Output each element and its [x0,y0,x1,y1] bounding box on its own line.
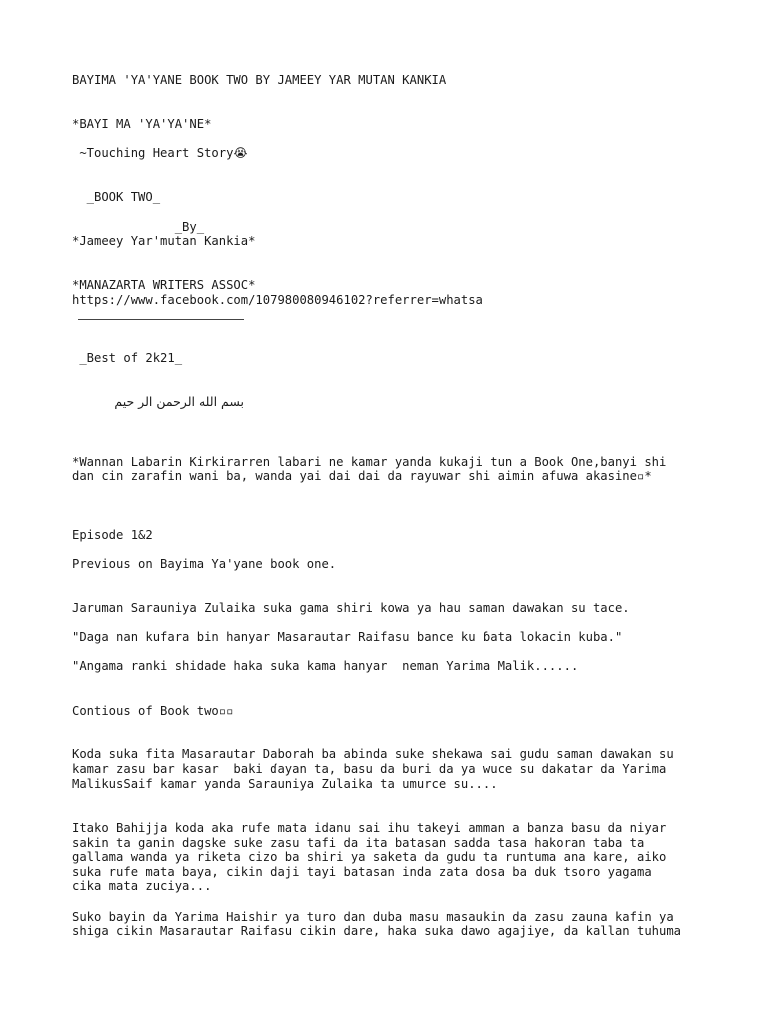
paragraph-line: suka rufe mata baya, cikin daji tayi batasan inda zata dosa ba duk tsoro yagama [72,865,652,879]
previous-label: Previous on Bayima Ya'yane book one. [72,557,337,571]
recap-line: "Angama ranki shidade haka suka kama hanyar neman Yarima Malik...... [72,659,579,673]
crying-face-icon: 😭 [233,146,248,160]
tagline [72,146,247,161]
paragraph-line: shiga cikin Masarautar Raifasu cikin dare, haka suka dawo agajiye, da kallan tuhuma [72,924,682,938]
facebook-link[interactable]: https://www.facebook.com/107980080946102?referrer=whatsa [72,293,483,307]
header-title: *BAYI MA 'YA'YA'NE* [72,117,212,131]
paragraph-line: sakin ta ganin dagske suke zasu tafi da ita batasan sadda tasa hakoran taba ta [72,836,645,850]
by-label: _By_ [72,220,205,234]
recap-line: Jaruman Sarauniya Zulaika suka gama shiri kowa ya hau saman dawakan su tace. [72,601,630,615]
paragraph-line: Koda suka fita Masarautar Daborah ba abinda suke shekawa sai gudu saman dawakan su [72,747,674,761]
separator-line [78,319,244,320]
tagline-text: ~Touching Heart Story [72,146,234,160]
paragraph-line: MalikusSaif kamar yanda Sarauniya Zulaika ta umurce su.... [72,777,498,791]
continue-label: Contious of Book two▫▫ [72,704,234,718]
book-label: _BOOK TWO_ [72,190,161,204]
recap-line: "Daga nan kufara bin hanyar Masarautar Raifasu bance ku ɓata lokacin kuba." [72,630,623,644]
author-name: *Jameey Yar'mutan Kankia* [72,234,256,248]
intro-note-line: *Wannan Labarin Kirkirarren labari ne kamar yanda kukaji tun a Book One,banyi shi [72,455,667,469]
paragraph-line: kamar zasu bar kasar baki ɗayan ta, basu da buri da ya wuce su dakatar da Yarima [72,762,667,776]
paragraph-line: Suko bayin da Yarima Haishir ya turo dan duba masu masaukin da zasu zauna kafin ya [72,910,674,924]
paragraph-line: Itako Bahijja koda aka rufe mata idanu sai ihu takeyi amman a banza basu da niyar [72,821,667,835]
paragraph-line: cika mata zuciya... [72,879,212,893]
episode-label: Episode 1&2 [72,528,153,542]
bismillah: بسم الله الرحمن الر حيم [114,394,244,409]
title-line: BAYIMA 'YA'YANE BOOK TWO BY JAMEEY YAR MUTAN KANKIA [72,73,447,87]
paragraph-line: gallama wanda ya riketa cizo ba shiri ya saketa da gudu ta runtuma ana kare, aiko [72,850,667,864]
association-name: *MANAZARTA WRITERS ASSOC* [72,278,256,292]
intro-note-line: dan cin zarafin wani ba, wanda yai dai dai da rayuwar shi aimin afuwa akasine▫* [72,469,652,483]
best-of-label: _Best of 2k21_ [72,351,183,365]
